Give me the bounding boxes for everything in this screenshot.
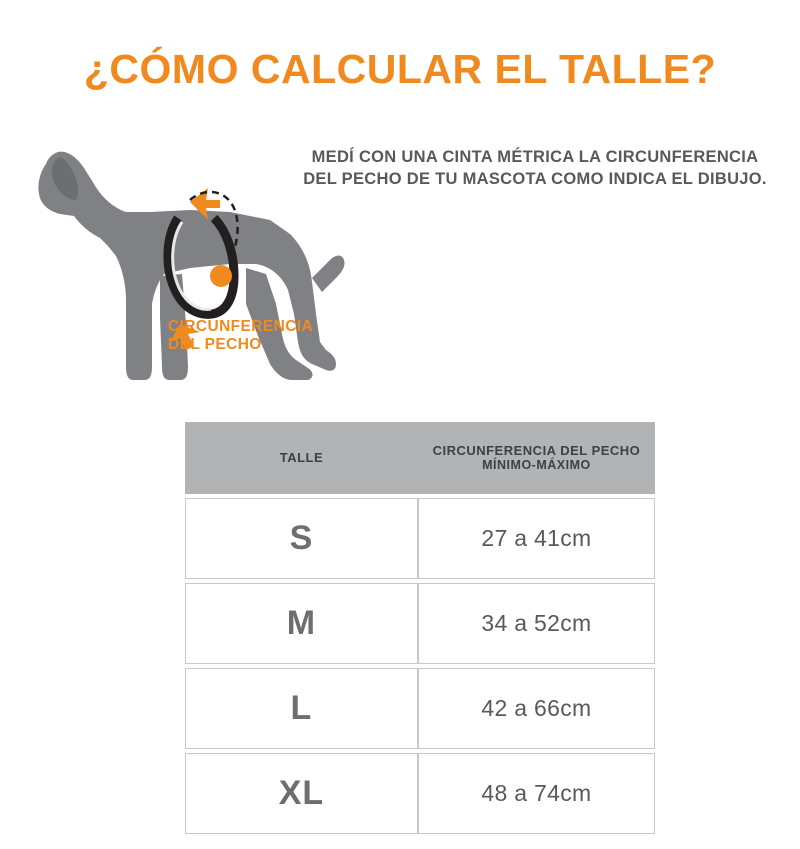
table-row xyxy=(185,753,655,834)
row-size-xl: XL xyxy=(185,753,418,834)
chest-label-line-2: DEL PECHO xyxy=(168,336,262,354)
row-size-l: L xyxy=(185,668,418,749)
size-table-head xyxy=(185,422,655,494)
size-table xyxy=(185,418,655,838)
header-chest-sub: MÍNIMO-MÁXIMO xyxy=(482,458,591,473)
measuring-instructions: MEDÍ CON UNA CINTA MÉTRICA LA CIRCUNFERENCIA DEL PECHO DE TU MASCOTA COMO INDICA EL DIBUJO. xyxy=(303,148,767,189)
table-row xyxy=(185,668,655,749)
table-header-row xyxy=(185,422,655,494)
table-row xyxy=(185,583,655,664)
page-title: ¿CÓMO CALCULAR EL TALLE? xyxy=(83,46,717,92)
measure-point-dot xyxy=(210,265,232,287)
row-range-s: 27 a 41cm xyxy=(418,498,655,579)
table-row xyxy=(185,498,655,579)
row-range-xl: 48 a 74cm xyxy=(418,753,655,834)
chest-circumference-label xyxy=(168,318,348,355)
header-talle: TALLE xyxy=(185,422,418,494)
row-size-m: M xyxy=(185,583,418,664)
header-chest-main: CIRCUNFERENCIA DEL PECHO xyxy=(432,442,641,458)
row-size-s: S xyxy=(185,498,418,579)
header-chest xyxy=(418,422,655,494)
dog-tail-shape xyxy=(312,256,345,293)
row-range-l: 42 a 66cm xyxy=(418,668,655,749)
row-range-m: 34 a 52cm xyxy=(418,583,655,664)
chest-label-line-1: CIRCUNFERENCIA xyxy=(168,318,314,335)
size-table-body xyxy=(185,498,655,834)
